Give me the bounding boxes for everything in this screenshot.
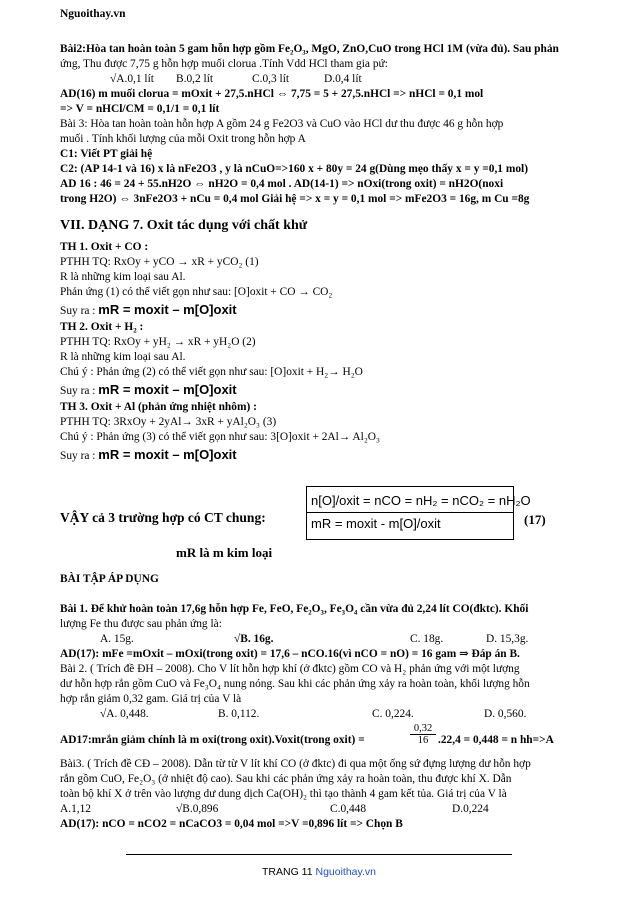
th2-equation: PTHH TQ: RxOy + yH₂ → xR + yH₂O (2): [60, 336, 256, 348]
mr-note: mR là m kim loại: [176, 545, 273, 560]
bai2b-opt-a: √A. 0,448.: [100, 708, 149, 720]
formula-number: (17): [524, 512, 546, 527]
th2-short-note: Chú ý : Phản ứng (2) có thể viết gọn như sau: [O]oxit + H₂→ H₂O: [60, 366, 363, 378]
bai2-opt-c: C.0,3 lít: [252, 73, 290, 85]
bai2-line1: Bài2:Hòa tan hoàn toàn 5 gam hỗn hợp gồm Fe₂O₃, MgO, ZnO,CuO trong HCl 1M (vừa đủ). Sau phản: [60, 43, 559, 55]
footer: [0, 866, 638, 878]
suy-prefix: Suy ra :: [60, 385, 96, 397]
formula-mass: mR = moxit - m[O]/oxit: [311, 516, 441, 531]
bai1-text: Bài 1. Để khử hoàn toàn 17,6g hỗn hợp Fe, FeO, Fe₂O₃, Fe₃O₄ cần vừa đủ 2,24 lít CO(đktc). Khối: [60, 603, 529, 615]
th3-title: TH 3. Oxit + Al (phản ứng nhiệt nhôm) :: [60, 401, 257, 413]
th2-title: TH 2. Oxit + H₂ :: [60, 321, 144, 333]
bai3b-line1: Bài3. ( Trích đề CĐ – 2008). Dẫn từ từ V lít khí CO (ở đktc) đi qua một ống sứ đựng lượng dư hỗn hợp: [60, 758, 531, 770]
bai2-opt-b: B.0,2 lít: [176, 73, 214, 85]
bai2b-opt-b: B. 0,112.: [218, 708, 260, 720]
bai3b-ad17: AD(17): nCO = nCO2 = nCaCO3 = 0,04 mol =>V =0,896 lít => Chọn B: [60, 818, 403, 830]
bai1-ad17: AD(17): mFe =mOxit – mOxi(trong oxit) = 17,6 – nCO.16(vì nCO = nO) = 16 gam ⇒ Đáp án B.: [60, 648, 520, 660]
footer-page: TRANG 11: [261, 866, 313, 878]
formula-divider: [307, 512, 513, 513]
bai3-ad-result: trong H2O) ⇔ 3nFe2O3 + nCu = 0,4 mol Giải hệ => x = y = 0,1 mol => mFe2O3 = 16g, m Cu =8g: [60, 193, 530, 205]
bai3-c1: C1: Viết PT giải hệ: [60, 148, 153, 160]
suy-prefix: Suy ra :: [60, 450, 96, 462]
footer-site-link[interactable]: Nguoithay.vn: [315, 866, 376, 878]
bai1-opt-d: D. 15,3g.: [486, 633, 529, 645]
bai3b-line3: toàn bộ khí X ở trên vào lượng dư dung dịch Ca(OH)₂ thì tạo thành 4 gam kết tủa. Giá trị của V là: [60, 788, 507, 800]
suy-formula: mR = moxit – m[O]oxit: [98, 382, 237, 397]
th2-metal-note: R là những kim loại sau Al.: [60, 351, 186, 363]
bai2b-line3: hợp rắn giảm 0,32 gam. Giá trị của V là: [60, 693, 242, 705]
header-site: Nguoithay.vn: [60, 8, 126, 20]
general-formula-box: [306, 486, 531, 540]
suy-prefix: Suy ra :: [60, 305, 96, 317]
bai2-opt-a: √A.0,1 lít: [110, 73, 154, 85]
bai3b-opt-b: √B.0,896: [176, 803, 219, 815]
th1-short-note: Phản ứng (1) có thể viết gọn như sau: [O]oxit + CO → CO₂: [60, 286, 333, 298]
bai1-line2: lượng Fe thu được sau phản ứng là:: [60, 618, 222, 630]
bai3b-line2: rắn gồm CuO, Fe₂O₃ (ở nhiệt độ cao). Sau khi các phản ứng xảy ra hoàn toàn, thu được khí X. Dẫn: [60, 773, 512, 785]
exercises-title: BÀI TẬP ÁP DỤNG: [60, 573, 159, 585]
general-formula-label: VẬY cả 3 trường hợp có CT chung:: [60, 510, 266, 525]
bai2-ad-line: AD(16) m muối clorua = mOxit + 27,5.nHCl ⇔ 7,75 = 5 + 27,5.nHCl => nHCl = 0,1 mol: [60, 88, 484, 100]
section-heading: VII. DẠNG 7. Oxit tác dụng với chất khử: [60, 218, 308, 233]
bai3-c2: C2: (AP 14-1 và 16) x là nFe2O3 , y là nCuO=>160 x + 80y = 24 g(Dùng mẹo thấy x = y =0,1 mol): [60, 163, 528, 175]
th1-equation: PTHH TQ: RxOy + yCO → xR + yCO₂ (1): [60, 256, 259, 268]
footer-divider: [126, 854, 512, 855]
th1-title: TH 1. Oxit + CO :: [60, 241, 149, 253]
bai2b-opt-c: C. 0,224.: [372, 708, 414, 720]
fraction-numerator: 0,32: [410, 723, 436, 735]
suy-formula: mR = moxit – m[O]oxit: [98, 447, 237, 462]
bai2-result: => V = nHCl/CM = 0,1/1 = 0,1 lít: [60, 103, 220, 115]
suy-formula: mR = moxit – m[O]oxit: [98, 302, 237, 317]
bai1-opt-a: A. 15g.: [100, 633, 134, 645]
formula-moles: n[O]/oxit = nCO = nH₂ = nCO₂ = nH₂O: [311, 493, 531, 508]
th3-equation: PTHH TQ: 3RxOy + 2yAl→ 3xR + yAl₂O₃ (3): [60, 416, 277, 428]
bai3-line1: Bài 3: Hòa tan hoàn toàn hỗn hợp A gồm 24 g Fe2O3 và CuO vào HCl dư thu được 46 g hỗn hợp: [60, 118, 504, 130]
th3-suy: [60, 447, 620, 464]
bai2b-fraction: [410, 723, 436, 746]
bai2b-ad-left: AD17:mrắn giảm chính là m oxi(trong oxit).Voxit(trong oxit) =: [60, 734, 365, 746]
bai2b-line1: Bài 2. ( Trích đề ĐH – 2008). Cho V lít hỗn hợp khí (ở đktc) gồm CO và H₂ phản ứng với một lượng: [60, 663, 520, 675]
th1-suy: [60, 302, 620, 319]
bai3-line2: muối . Tính khối lượng của mỗi Oxit trong hỗn hợp A: [60, 133, 306, 145]
bai3b-opt-d: D.0,224: [452, 803, 489, 815]
bai1-line1: [60, 602, 620, 617]
bai3-ad16: AD 16 : 46 = 24 + 55.nH2O ⇔ nH2O = 0,4 mol . AD(14-1) => nOxi(trong oxit) = nH2O(noxi: [60, 178, 504, 190]
th2-suy: [60, 382, 620, 399]
bai2-opt-d: D.0,4 lít: [324, 73, 362, 85]
bai2-line2: ứng, Thu được 7,75 g hỗn hợp muối clorua .Tính Vdd HCl tham gia pứ:: [60, 58, 388, 70]
bai2b-line2: dư hỗn hợp rắn gồm CuO và Fe₃O₄ nung nóng. Sau khi các phản ứng xảy ra hoàn toàn, khối lượng hỗn: [60, 678, 530, 690]
bai2b-ad-right: .22,4 = 0,448 = n hh=>A: [438, 734, 554, 746]
bai3b-opt-a: A.1,12: [60, 803, 92, 815]
bai3b-opt-c: C.0,448: [330, 803, 367, 815]
fraction-denominator: 16: [417, 735, 429, 746]
th1-metal-note: R là những kim loại sau Al.: [60, 271, 186, 283]
bai1-opt-c: C. 18g.: [410, 633, 444, 645]
bai1-opt-b: √B. 16g.: [234, 633, 274, 645]
bai2b-opt-d: D. 0,560.: [484, 708, 527, 720]
th3-short-note: Chú ý : Phản ứng (3) có thể viết gọn như sau: 3[O]oxit + 2Al→ Al₂O₃: [60, 431, 380, 443]
